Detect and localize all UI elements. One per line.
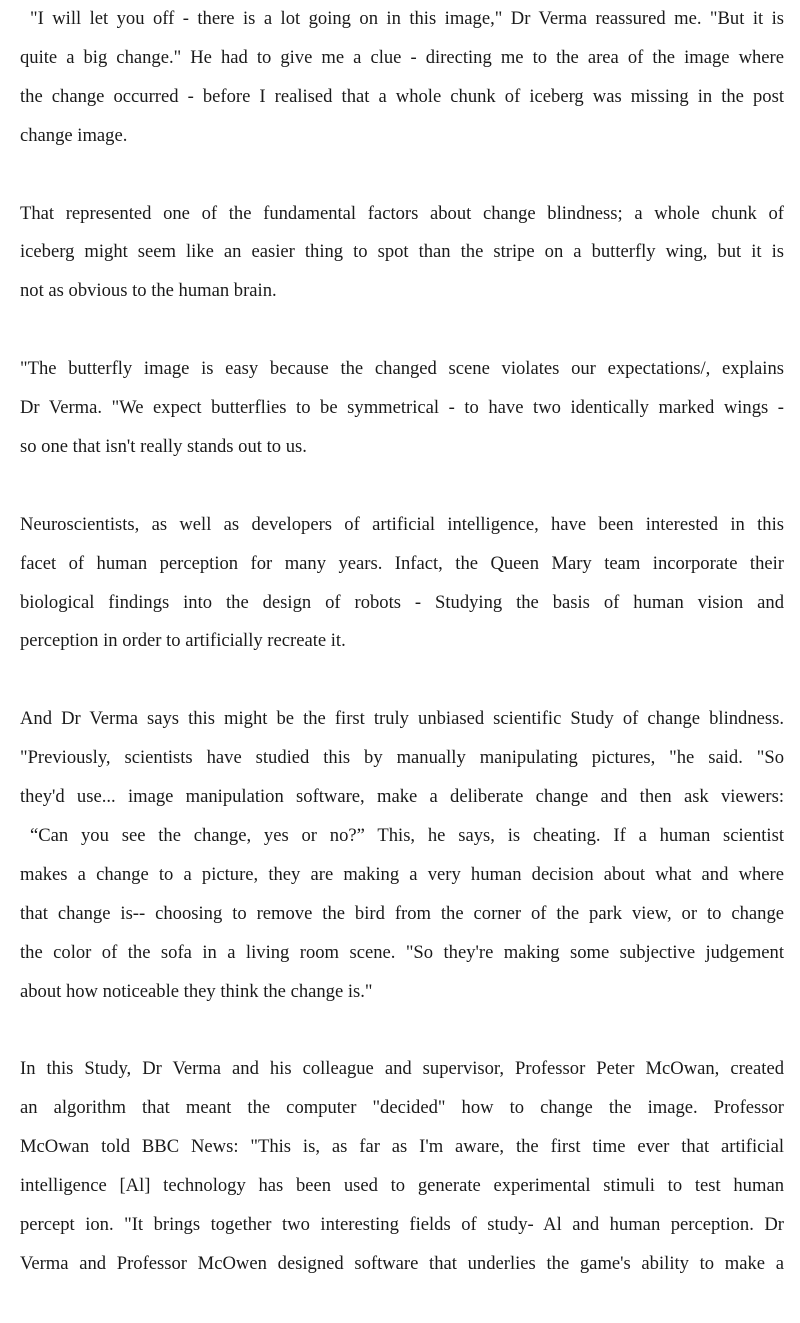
text-line: “Can you see the change, yes or no?” This, he says, is cheating. If a human scientist (30, 824, 784, 846)
text-line: that change is-- choosing to remove the bird from the corner of the park view, or to change (20, 902, 784, 924)
paragraph (20, 195, 784, 312)
paragraph (20, 0, 784, 156)
text-line: iceberg might seem like an easier thing to spot than the stripe on a butterfly wing, but it is (20, 241, 784, 263)
text-line: percept ion. "It brings together two interesting fields of study- Al and human perception. Dr (20, 1214, 784, 1236)
text-line: change image. (20, 124, 128, 146)
text-line: perception in order to artificially recreate it. (20, 630, 346, 652)
text-line: Dr Verma. "We expect butterflies to be symmetrical - to have two identically marked wings - (20, 397, 784, 419)
text-line: "The butterfly image is easy because the changed scene violates our expectations/, explains (20, 358, 784, 380)
text-line: That represented one of the fundamental factors about change blindness; a whole chunk of (20, 202, 784, 224)
text-line: so one that isn't really stands out to us. (20, 435, 307, 457)
paragraph (20, 1050, 784, 1283)
document-page (20, 0, 784, 1323)
text-line: they'd use... image manipulation software, make a deliberate change and then ask viewers: (20, 786, 784, 808)
text-line: In this Study, Dr Verma and his colleague and supervisor, Professor Peter McOwan, created (20, 1058, 784, 1080)
paragraph (20, 506, 784, 662)
text-line: quite a big change." He had to give me a clue - directing me to the area of the image where (20, 46, 784, 68)
text-line: about how noticeable they think the change is." (20, 980, 373, 1002)
text-line: "Previously, scientists have studied this by manually manipulating pictures, "he said. "So (20, 747, 784, 769)
text-line: not as obvious to the human brain. (20, 280, 277, 302)
paragraph (20, 700, 784, 1011)
text-line: Verma and Professor McOwen designed software that underlies the game's ability to make a (20, 1252, 784, 1274)
text-line: the color of the sofa in a living room scene. "So they're making some subjective judgement (20, 941, 784, 963)
text-line: Neuroscientists, as well as developers of artificial intelligence, have been interested in this (20, 513, 784, 535)
text-line: an algorithm that meant the computer "decided" how to change the image. Professor (20, 1097, 784, 1119)
text-line: And Dr Verma says this might be the first truly unbiased scientific Study of change blindness. (20, 708, 784, 730)
text-line: biological findings into the design of robots - Studying the basis of human vision and (20, 591, 784, 613)
text-line: makes a change to a picture, they are making a very human decision about what and where (20, 863, 784, 885)
text-line: facet of human perception for many years. Infact, the Queen Mary team incorporate their (20, 552, 784, 574)
text-line: intelligence [Al] technology has been used to generate experimental stimuli to test human (20, 1175, 784, 1197)
paragraph (20, 350, 784, 467)
text-line: McOwan told BBC News: "This is, as far as I'm aware, the first time ever that artificial (20, 1136, 784, 1158)
text-line: "I will let you off - there is a lot going on in this image," Dr Verma reassured me. "But it is (30, 8, 784, 29)
text-line: the change occurred - before I realised that a whole chunk of iceberg was missing in the post (20, 85, 784, 107)
